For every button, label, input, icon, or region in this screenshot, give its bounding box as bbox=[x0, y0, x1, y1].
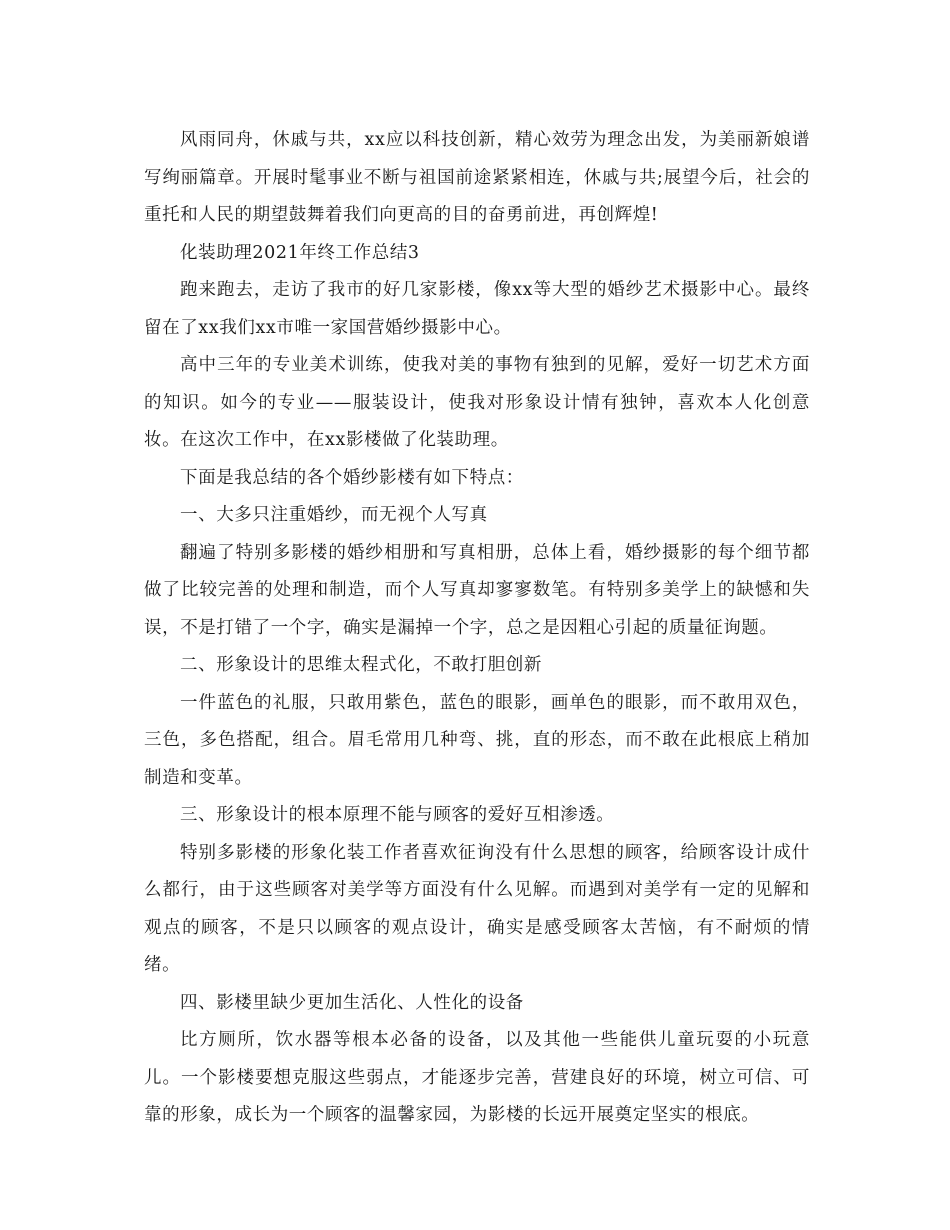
paragraph-summary-lead: 下面是我总结的各个婚纱影楼有如下特点： bbox=[180, 467, 524, 488]
heading-point-4: 四、影楼里缺少更加生活化、人性化的设备 bbox=[180, 992, 524, 1013]
heading-point-3: 三、形象设计的根本原理不能与顾客的爱好互相渗透。 bbox=[180, 805, 615, 825]
paragraph-background: 高中三年的专业美术训练，使我对美的事物有独到的见解，爱好一切艺术方面的知识。如今的专业——服装设计，使我对形象设计情有独钟，喜欢本人化创意妆。在这次工作中，在xx影楼做了化装助理。 bbox=[144, 355, 810, 450]
heading-point-1: 一、大多只注重婚纱，而无视个人写真 bbox=[180, 505, 488, 525]
paragraph-intro: 跑来跑去，走访了我市的好几家影楼，像xx等大型的婚纱艺术摄影中心。最终留在了xx我们xx市唯一家国营婚纱摄影中心。 bbox=[144, 280, 810, 338]
section-title: 化装助理2021年终工作总结3 bbox=[180, 242, 420, 263]
document-body bbox=[144, 122, 810, 1135]
paragraph-point-2: 一件蓝色的礼服，只敢用紫色，蓝色的眼影，画单色的眼影，而不敢用双色，三色，多色搭配，组合。眉毛常用几种弯、挑，直的形态，而不敢在此根底上稍加制造和变革。 bbox=[144, 692, 810, 788]
paragraph-closing: 风雨同舟，休戚与共，xx应以科技创新，精心效劳为理念出发，为美丽新娘谱写绚丽篇章。开展时髦事业不断与祖国前途紧紧相连，休戚与共;展望今后，社会的重托和人民的期望鼓舞着我们向更高的目的奋勇前进，再创辉煌! bbox=[144, 130, 810, 225]
paragraph-point-1: 翻遍了特别多影楼的婚纱相册和写真相册，总体上看，婚纱摄影的每个细节都做了比较完善的处理和制造，而个人写真却寥寥数笔。有特别多美学上的缺憾和失误，不是打错了一个字，确实是漏掉一个字，总之是因粗心引起的质量征询题。 bbox=[144, 542, 810, 638]
paragraph-point-3: 特别多影楼的形象化装工作者喜欢征询没有什么思想的顾客，给顾客设计成什么都行，由于这些顾客对美学等方面没有什么见解。而遇到对美学有一定的见解和观点的顾客，不是只以顾客的观点设计，确实是感受顾客太苦恼，有不耐烦的情绪。 bbox=[144, 842, 810, 975]
heading-point-2: 二、形象设计的思维太程式化，不敢打胆创新 bbox=[180, 655, 542, 675]
paragraph-point-4: 比方厕所，饮水器等根本必备的设备，以及其他一些能供儿童玩耍的小玩意儿。一个影楼要想克服这些弱点，才能逐步完善，营建良好的环境，树立可信、可靠的形象，成长为一个顾客的温馨家园，为影楼的长远开展奠定坚实的根底。 bbox=[144, 1030, 810, 1125]
